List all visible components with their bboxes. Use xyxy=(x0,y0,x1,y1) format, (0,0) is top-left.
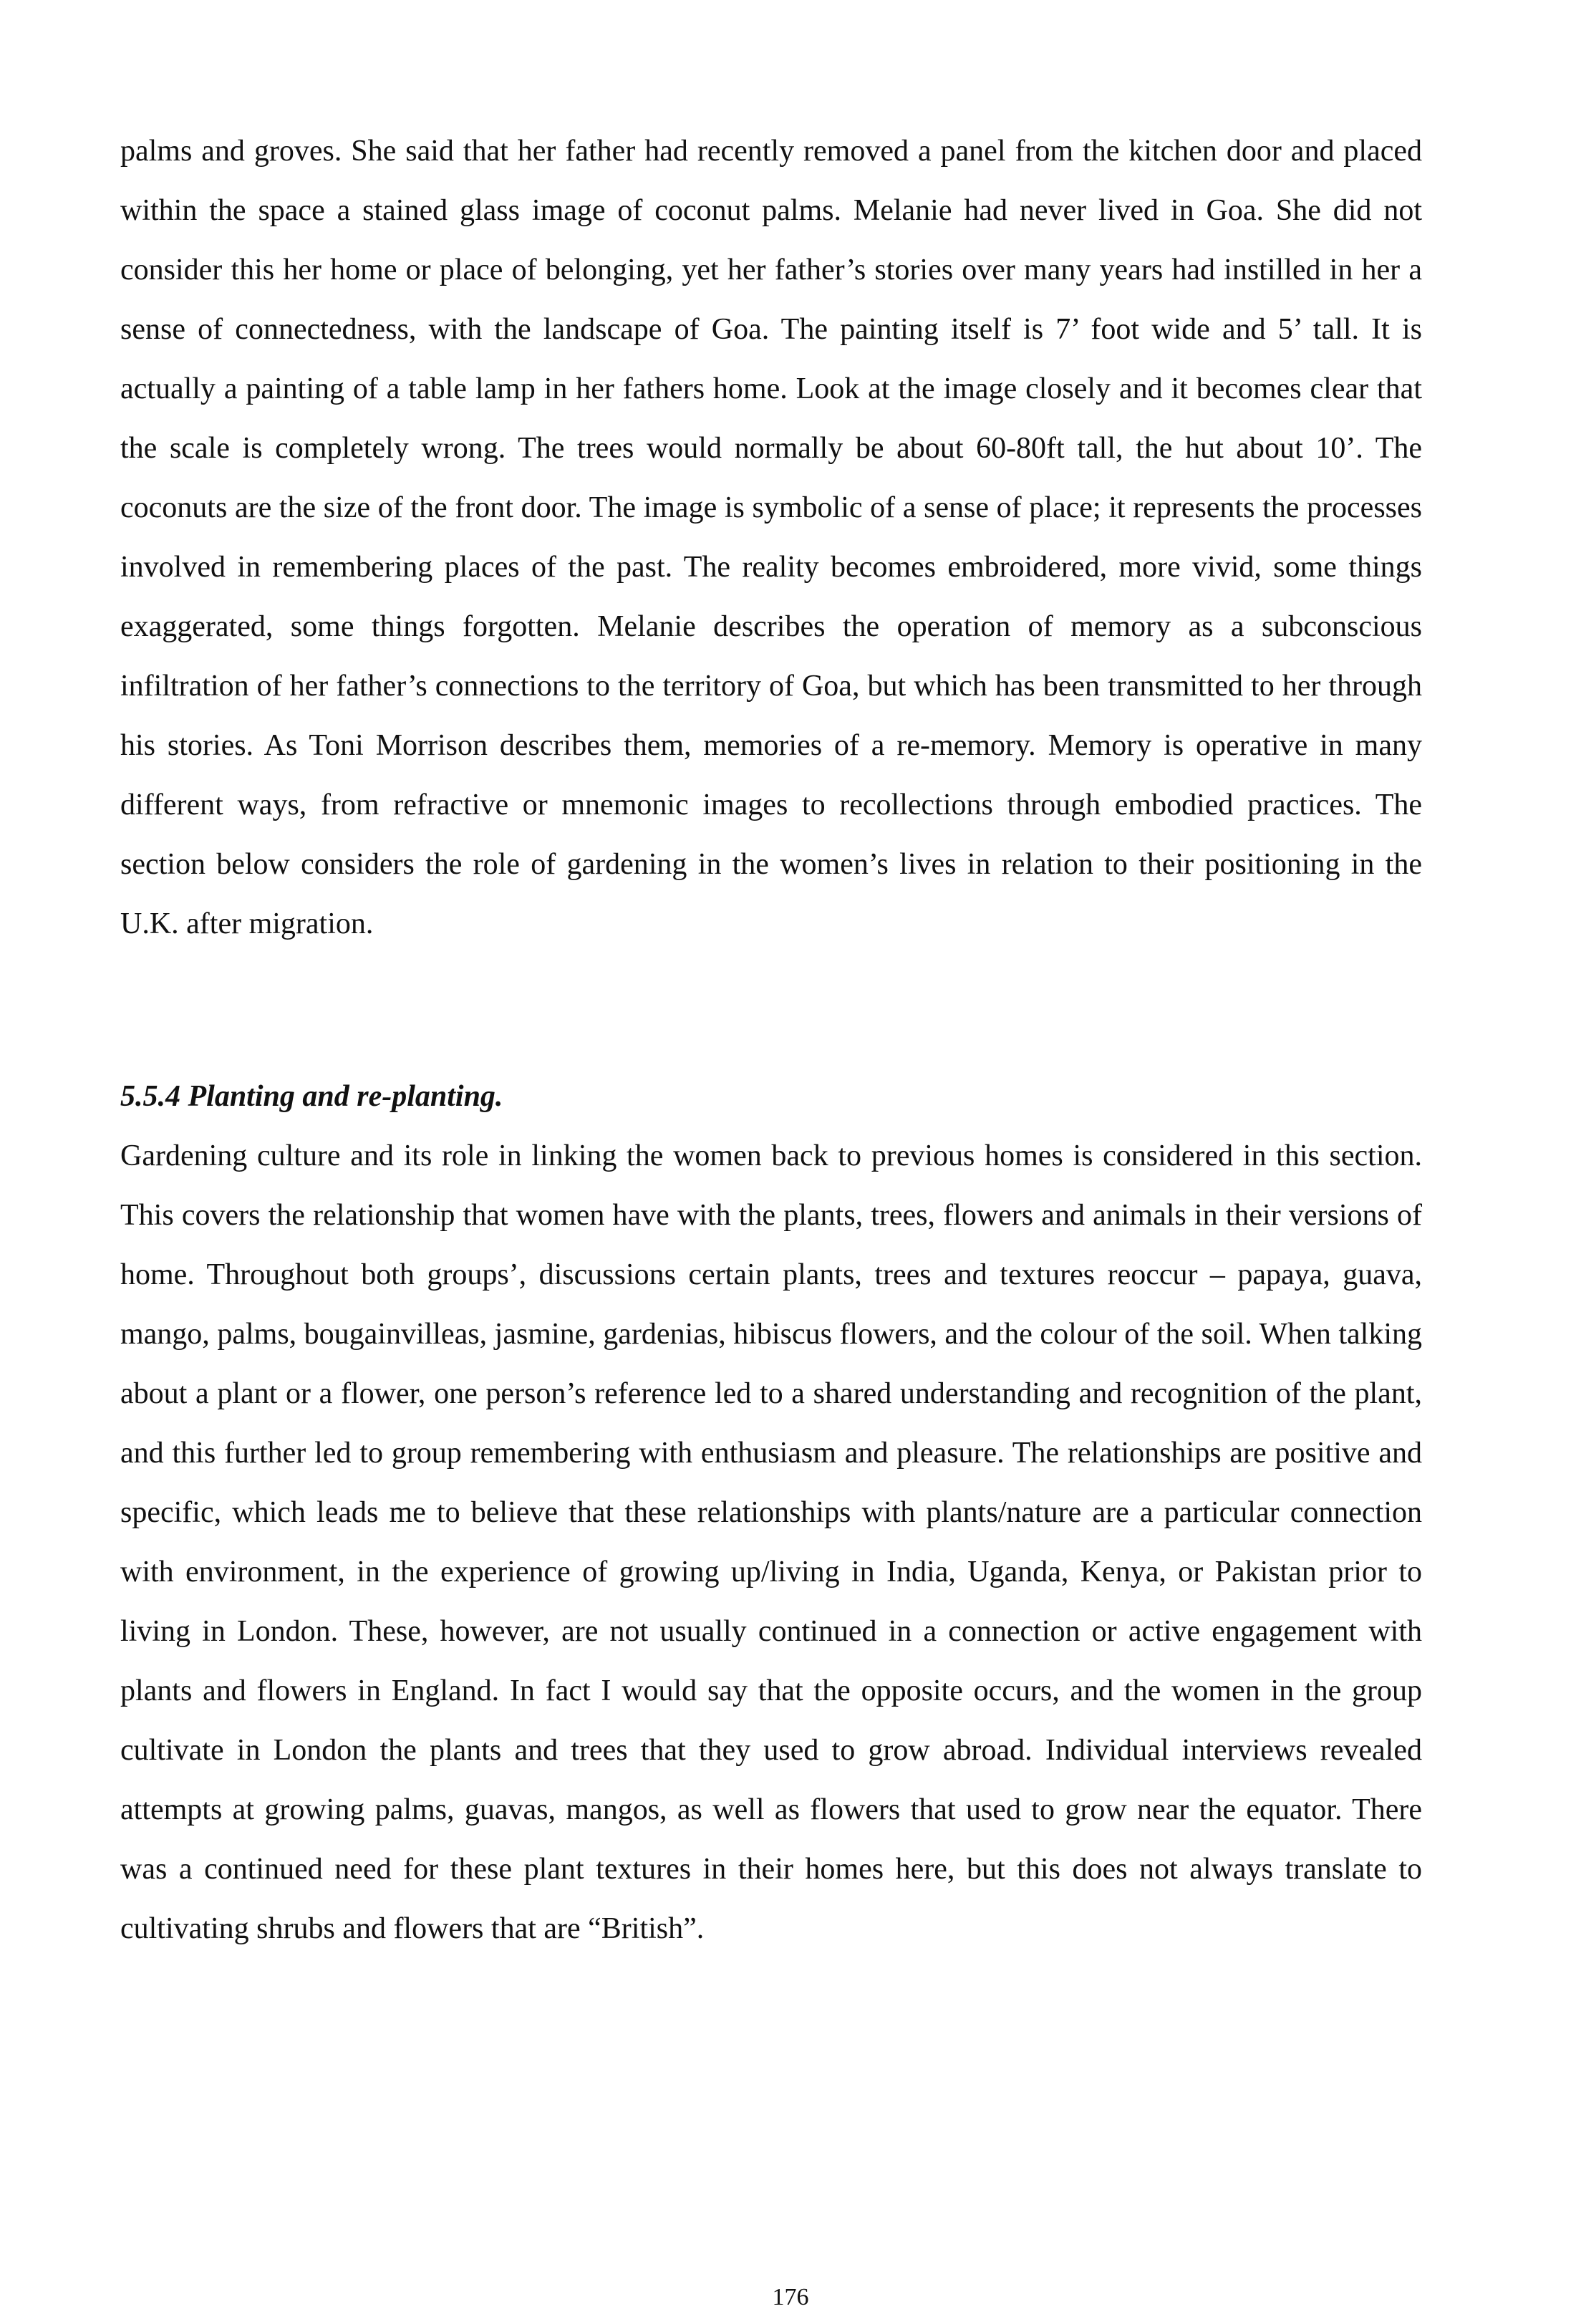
page-number: 176 xyxy=(772,2284,809,2310)
section-heading: 5.5.4 Planting and re-planting. xyxy=(120,1080,503,1113)
body-paragraph-1: palms and groves. She said that her father had recently removed a panel from the kitchen door and placed within the space a stained glass image of coconut palms. Melanie had never lived in Goa. She did not consider this her home or place of belonging, yet her father’s stories over many years had instilled in her a sense of connectedness, with the landscape of Goa. The painting itself is 7’ foot wide and 5’ tall. It is actually a painting of a table lamp in her fathers home. Look at the image closely and it becomes clear that the scale is completely wrong. The trees would normally be about 60-80ft tall, the hut about 10’. The coconuts are the size of the front door. The image is symbolic of a sense of place; it represents the processes involved in remembering places of the past. The reality becomes embroidered, more vivid, some things exaggerated, some things forgotten. Melanie describes the operation of memory as a subconscious infiltration of her father’s connections to the territory of Goa, but which has been transmitted to her through his stories. As Toni Morrison describes them, memories of a re-memory. Memory is operative in many different ways, from refractive or mnemonic images to recollections through embodied practices. The section below considers the role of gardening in the women’s lives in relation to their positioning in the U.K. after migration. xyxy=(120,135,1422,940)
body-paragraph-2: Gardening culture and its role in linking the women back to previous homes is considered in this section. This covers the relationship that women have with the plants, trees, flowers and animals in their versions of home. Throughout both groups’, discussions certain plants, trees and textures reoccur – papaya, guava, mango, palms, bougainvilleas, jasmine, gardenias, hibiscus flowers, and the colour of the soil. When talking about a plant or a flower, one person’s reference led to a shared understanding and recognition of the plant, and this further led to group remembering with enthusiasm and pleasure. The relationships are positive and specific, which leads me to believe that these relationships with plants/nature are a particular connection with environment, in the experience of growing up/living in India, Uganda, Kenya, or Pakistan prior to living in London. These, however, are not usually continued in a connection or active engagement with plants and flowers in England. In fact I would say that the opposite occurs, and the women in the group cultivate in London the plants and trees that they used to grow abroad. Individual interviews revealed attempts at growing palms, guavas, mangos, as well as flowers that used to grow near the equator. There was a continued need for these plant textures in their homes here, but this does not always translate to cultivating shrubs and flowers that are “British”. xyxy=(120,1139,1422,1945)
